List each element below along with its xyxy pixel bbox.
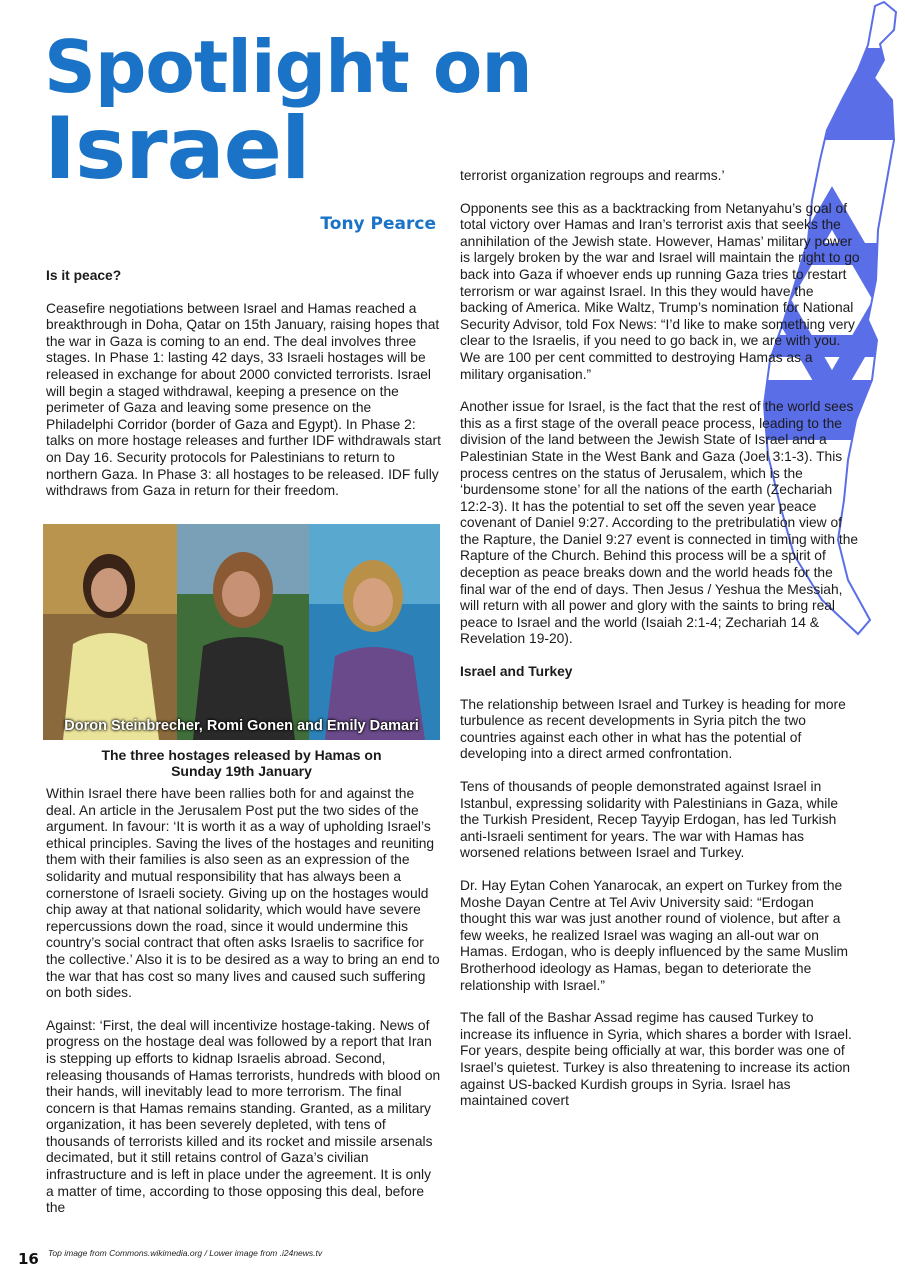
paragraph: The fall of the Bashar Assad regime has caused Turkey to increase its influence in Syria, which shares a border with Israel. For years, despite being officially at war, this border was one of Israel’s quietest. Turkey is also threatening to increase its action against US-backed Kurdish groups in Syria. Israel has maintained covert — [460, 1010, 852, 1109]
title-line-2: Israel — [44, 99, 310, 199]
paragraph: Another issue for Israel, is the fact that the rest of the world sees this as a first stage of the overall peace process, leading to the division of the land between the Jewish State of Israel and a Palestinian State in the West Bank and Gaza (Joel 3:1-3). This process centres on the status of Jerusalem, which is the ‘burdensome stone’ for all the nations of the earth (Zechariah 12:2-3). It has the potential to set off the seven year peace covenant of Daniel 9:27. According to the pretribulation view of the Rapture, the Daniel 9:27 event is connected in timing with the Rapture of the Church. Behind this process will be a spirit of deception as peace breaks down and the world heads for the final war of the end of days. Then Jesus / Yeshua the Messiah, will return with all power and glory with the saints to bring real peace to Israel and the world (Isaiah 2:1-4; Zechariah 14 & Revelation 19-20). — [460, 399, 859, 647]
caption-line-1: The three hostages released by Hamas on — [101, 747, 382, 763]
paragraph: Ceasefire negotiations between Israel and Hamas reached a breakthrough in Doha, Qatar on 15th January, raising hopes that the war in Gaza is coming to an end. The deal involves three stages. In Phase 1: lasting 42 days, 33 Israeli hostages will be released in exchange for about 2000 convicted terrorists. Israel will begin a staged withdrawal, keeping a presence on the perimeter of Gaza and leaving some presence on the Philadelphi Corridor (border of Gaza and Egypt). In Phase 2: talks on more hostage releases and further IDF withdrawals start on Day 16. Security protocols for Palestinians to return to northern Gaza. In Phase 3: all hostages to be released. IDF fully withdraws from Gaza in return for their freedom. — [46, 300, 441, 499]
section-heading-peace: Is it peace? — [46, 268, 122, 283]
title-line-1: Spotlight on — [44, 25, 532, 109]
paragraph: Opponents see this as a backtracking from Netanyahu’s goal of total victory over Hamas and Iran’s terrorist axis that seeks the annihilation of the Jewish state. However, Hamas’ military power is largely broken by the war and Israel will maintain the right to go back into Gaza if whoever ends up running Gaza tries to restart terrorism or war against Israel. In this they would have the backing of America. Mike Waltz, Trump’s nomination for National Security Advisor, told Fox News: “I’d like to make something very clear to the Israelis, if you need to go back in, we are with you. We are 100 per cent committed to destroying Hamas as a military organisation.” — [460, 200, 860, 382]
caption-line-2: Sunday 19th January — [171, 763, 312, 779]
section-heading-turkey: Israel and Turkey — [460, 664, 573, 680]
paragraph: Against: ‘First, the deal will incentivize hostage-taking. News of progress on the hostage deal was followed by a report that Iran is stepping up efforts to kidnap Israelis abroad. Second, releasing thousands of Hamas terrorists, hundreds with blood on their hands, will inevitably lead to more terrorism. The final concern is that Hamas remains standing. Granted, as a military organization, it has been severely depleted, with tens of thousands of terrorists killed and its rocket and missile arsenals decimated, but it still retains control of Gaza’s civilian infrastructure and is left in place under the agreement. It is only a matter of time, according to those opposing this deal, before the — [46, 1017, 441, 1216]
paragraph: Within Israel there have been rallies both for and against the deal. An article in the Jerusalem Post put the two sides of the argument. In favour: ‘It is worth it as a way of upholding Israel’s ethical principles. Saving the lives of the hostages and reuniting them with their families is also seen as an expression of the solidarity and mutual responsibility that has always been a cornerstone of Israeli society. Giving up on the hostages would chip away at that national solidarity, which would have severe repercussions down the road, since it would undermine this country’s social contract that often asks Israelis to sacrifice for the collective.’ Also it is to be desired as a way to bring an end to the war that has cost so many lives and caused such suffering on both sides. — [46, 786, 440, 1001]
article-column-left-bottom — [46, 786, 442, 1233]
image-credit: Top image from Commons.wikimedia.org / Lower image from .i24news.tv — [48, 1248, 323, 1258]
photo-caption — [43, 747, 440, 779]
paragraph: terrorist organization regroups and rearms.’ — [460, 168, 725, 183]
paragraph: The relationship between Israel and Turkey is heading for more turbulence as recent developments in Syria pitch the two countries against each other in what has the potential of developing into a direct armed confrontation. — [460, 696, 846, 762]
page-title — [44, 25, 532, 199]
article-column-left-top — [46, 268, 442, 516]
photo-overlay-names: Doron Steinbrecher, Romi Gonen and Emily Damari — [64, 718, 419, 734]
author-byline: Tony Pearce — [320, 214, 436, 234]
article-column-right — [460, 168, 860, 1126]
paragraph: Dr. Hay Eytan Cohen Yanarocak, an expert on Turkey from the Moshe Dayan Centre at Tel Aviv University said: “Erdogan thought this war was just another round of violence, but after a few weeks, he realized Israel was waging an all-out war on Hamas. Erdogan, who is deeply influenced by the same Muslim Brotherhood ideology as Hamas, began to deteriorate the relationship with Israel.” — [460, 877, 849, 993]
hostages-photo — [43, 524, 440, 740]
paragraph: Tens of thousands of people demonstrated against Israel in Istanbul, expressing solidarity with Palestinians in Gaza, while the Turkish President, Recep Tayyip Erdogan, has led Turkish anti-Israeli sentiment for years. The war with Hamas has worsened relations between Israel and Turkey. — [460, 779, 839, 861]
page-number: 16 — [18, 1250, 39, 1268]
photo-illustration — [43, 524, 440, 740]
